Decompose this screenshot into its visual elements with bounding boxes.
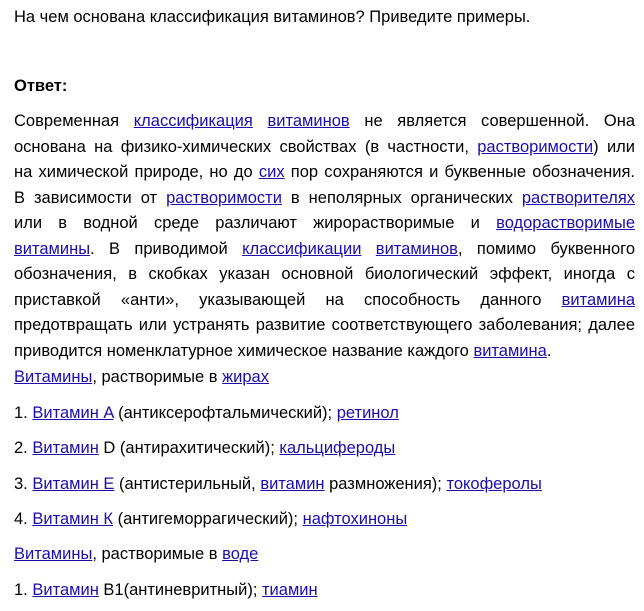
list-item: 3. Витамин E (антистерильный, витамин размножения); токоферолы bbox=[14, 475, 542, 493]
question-text: На чем основана классификация витаминов? Приведите примеры. bbox=[14, 8, 531, 26]
link-vitamins[interactable]: витаминов bbox=[375, 239, 458, 258]
answer-paragraph bbox=[14, 109, 635, 364]
paragraph-line: основана на физико-химических свойствах (в частности, растворимости) или bbox=[14, 137, 636, 156]
paragraph-line: на химической природе, но до сих пор сохраняются и буквенные обозначения. bbox=[14, 163, 636, 181]
link-vitamin-e[interactable]: Витамин E bbox=[32, 475, 115, 493]
link-tocopherols[interactable]: токоферолы bbox=[446, 475, 542, 493]
answer-label: Ответ: bbox=[14, 77, 68, 95]
fat-soluble-heading: Витамины, растворимые в жирах bbox=[14, 368, 269, 386]
link-vitamins[interactable]: Витамины bbox=[14, 368, 93, 386]
list-item: 4. Витамин К (антигеморрагический); нафтохиноны bbox=[14, 510, 408, 528]
link-vitamins[interactable]: витаминов bbox=[267, 112, 350, 130]
link-calciferols[interactable]: кальцифероды bbox=[279, 439, 396, 457]
paragraph-line: приводится номенклатурное химическое название каждого витамина. bbox=[14, 341, 552, 360]
paragraph-line: приставкой «анти», указывающей на способность данного витамина bbox=[14, 290, 635, 309]
paragraph-line: В зависимости от растворимости в неполярных органических растворителях bbox=[14, 188, 635, 207]
paragraph-line: предотвращать или устранять развитие соответствующего заболевания; далее bbox=[14, 316, 635, 334]
link-naphthoquinones[interactable]: нафтохиноны bbox=[302, 510, 408, 528]
link-vitamin[interactable]: витамин bbox=[260, 475, 325, 493]
link-classification[interactable]: классификация bbox=[133, 112, 253, 130]
list-item: 2. Витамин D (антирахитический); кальцифероды bbox=[14, 439, 396, 457]
link-water-soluble[interactable]: водорастворимые bbox=[496, 214, 635, 232]
link-vitamin-a[interactable]: Витамин A bbox=[32, 404, 114, 422]
paragraph-line: Современная классификация витаминов не является совершенной. Она bbox=[14, 112, 636, 130]
link-vitamins[interactable]: Витамины bbox=[14, 545, 93, 563]
link-vitamin[interactable]: витамина bbox=[561, 290, 635, 309]
link-vitamin-k[interactable]: Витамин К bbox=[32, 510, 113, 528]
list-item: 1. Витамин A (антиксерофтальмический); ретинол bbox=[14, 404, 399, 422]
link-solvents[interactable]: растворителях bbox=[521, 188, 635, 207]
link-vitamin[interactable]: Витамин bbox=[32, 439, 99, 457]
link-classification[interactable]: классификации bbox=[242, 239, 362, 258]
link-retinol[interactable]: ретинол bbox=[336, 404, 399, 422]
link-vitamin[interactable]: Витамин bbox=[32, 581, 99, 599]
link-solubility[interactable]: растворимости bbox=[166, 188, 282, 207]
link-solubility[interactable]: растворимости bbox=[477, 137, 594, 156]
list-item: 1. Витамин B1(антиневритный); тиамин bbox=[14, 581, 318, 599]
paragraph-line: обозначения, в скобках указан основной биологический эффект, иногда с bbox=[14, 265, 635, 283]
paragraph-line: или в водной среде различают жирорастворимые и водорастворимые bbox=[14, 214, 635, 232]
link-vitamin[interactable]: витамина bbox=[473, 341, 547, 360]
water-soluble-heading: Витамины, растворимые в воде bbox=[14, 545, 259, 563]
link-fats[interactable]: жирах bbox=[222, 368, 269, 386]
paragraph-line: витамины. В приводимой классификации витаминов, помимо буквенного bbox=[14, 239, 635, 258]
link-water[interactable]: воде bbox=[222, 545, 259, 563]
link-vitamins[interactable]: витамины bbox=[14, 239, 91, 258]
link-sih[interactable]: сих bbox=[258, 163, 285, 181]
link-thiamine[interactable]: тиамин bbox=[262, 581, 318, 599]
